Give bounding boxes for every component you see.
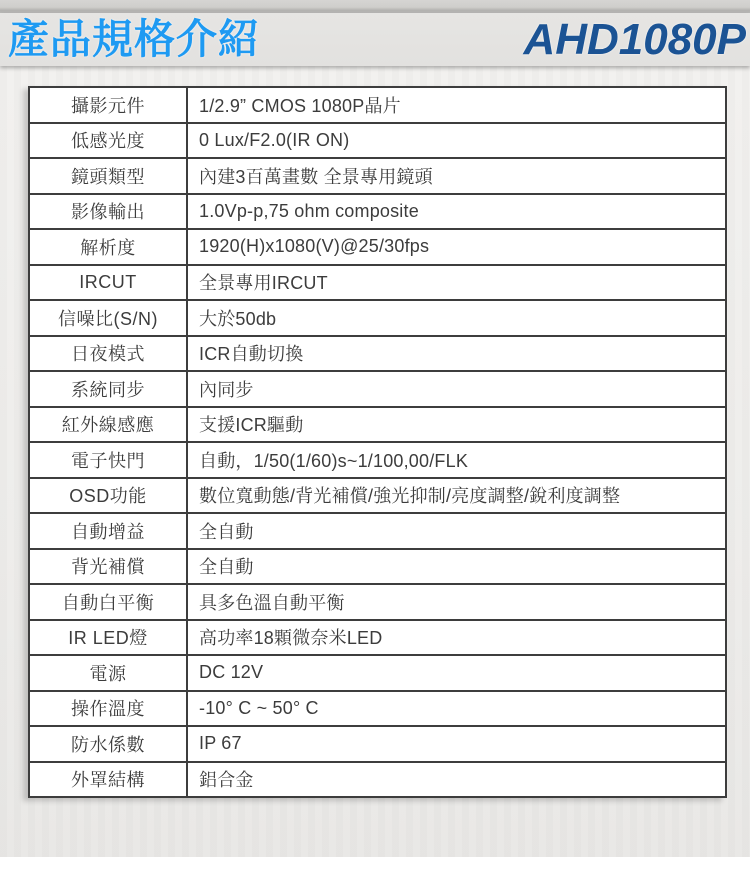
table-row	[29, 300, 726, 336]
spec-label: 防水係數	[29, 726, 187, 762]
spec-label: 自動增益	[29, 513, 187, 549]
spec-label: 自動白平衡	[29, 584, 187, 620]
table-row	[29, 194, 726, 230]
spec-value: 具多色溫自動平衡	[187, 584, 726, 620]
table-row	[29, 407, 726, 443]
spec-value: -10° C ~ 50° C	[187, 691, 726, 727]
spec-value: 高功率18顆微奈米LED	[187, 620, 726, 656]
spec-label: 低感光度	[29, 123, 187, 159]
table-row	[29, 123, 726, 159]
table-row	[29, 549, 726, 585]
table-row	[29, 762, 726, 798]
spec-value: 內同步	[187, 371, 726, 407]
table-row	[29, 620, 726, 656]
spec-value: 1/2.9” CMOS 1080P晶片	[187, 87, 726, 123]
spec-table	[28, 86, 727, 798]
header-bar	[0, 13, 750, 66]
spec-label: OSD功能	[29, 478, 187, 514]
spec-value: 自動，1/50(1/60)s~1/100,00/FLK	[187, 442, 726, 478]
spec-label: 日夜模式	[29, 336, 187, 372]
spec-label: 操作溫度	[29, 691, 187, 727]
table-row	[29, 229, 726, 265]
spec-label: 解析度	[29, 229, 187, 265]
table-row	[29, 336, 726, 372]
spec-value: 全自動	[187, 513, 726, 549]
spec-value: 鋁合金	[187, 762, 726, 798]
table-row	[29, 87, 726, 123]
spec-label: 系統同步	[29, 371, 187, 407]
table-row	[29, 371, 726, 407]
table-row	[29, 265, 726, 301]
spec-value: 內建3百萬畫數 全景專用鏡頭	[187, 158, 726, 194]
spec-label: 攝影元件	[29, 87, 187, 123]
spec-label: 外罩結構	[29, 762, 187, 798]
spec-label: IRCUT	[29, 265, 187, 301]
spec-value: DC 12V	[187, 655, 726, 691]
table-row	[29, 158, 726, 194]
spec-value: IP 67	[187, 726, 726, 762]
spec-value: 全自動	[187, 549, 726, 585]
spec-label: 背光補償	[29, 549, 187, 585]
table-row	[29, 655, 726, 691]
spec-label: 信噪比(S/N)	[29, 300, 187, 336]
spec-value: ICR自動切換	[187, 336, 726, 372]
spec-value: 0 Lux/F2.0(IR ON)	[187, 123, 726, 159]
spec-label: 紅外線感應	[29, 407, 187, 443]
spec-value: 支援ICR驅動	[187, 407, 726, 443]
table-row	[29, 442, 726, 478]
spec-label: 影像輸出	[29, 194, 187, 230]
table-row	[29, 726, 726, 762]
spec-label: 鏡頭類型	[29, 158, 187, 194]
table-row	[29, 584, 726, 620]
page-title: 產品規格介紹	[8, 16, 260, 62]
spec-value: 全景專用IRCUT	[187, 265, 726, 301]
top-texture-strip	[0, 0, 750, 13]
spec-label: 電子快門	[29, 442, 187, 478]
spec-value: 1.0Vp-p,75 ohm composite	[187, 194, 726, 230]
table-row	[29, 691, 726, 727]
spec-value: 大於50db	[187, 300, 726, 336]
table-row	[29, 513, 726, 549]
product-badge: AHD1080P	[523, 14, 746, 64]
table-row	[29, 478, 726, 514]
spec-label: 電源	[29, 655, 187, 691]
spec-label: IR LED燈	[29, 620, 187, 656]
spec-value: 1920(H)x1080(V)@25/30fps	[187, 229, 726, 265]
content-area	[0, 66, 750, 857]
spec-table-body	[29, 87, 726, 797]
spec-value: 數位寬動態/背光補償/強光抑制/亮度調整/銳利度調整	[187, 478, 726, 514]
